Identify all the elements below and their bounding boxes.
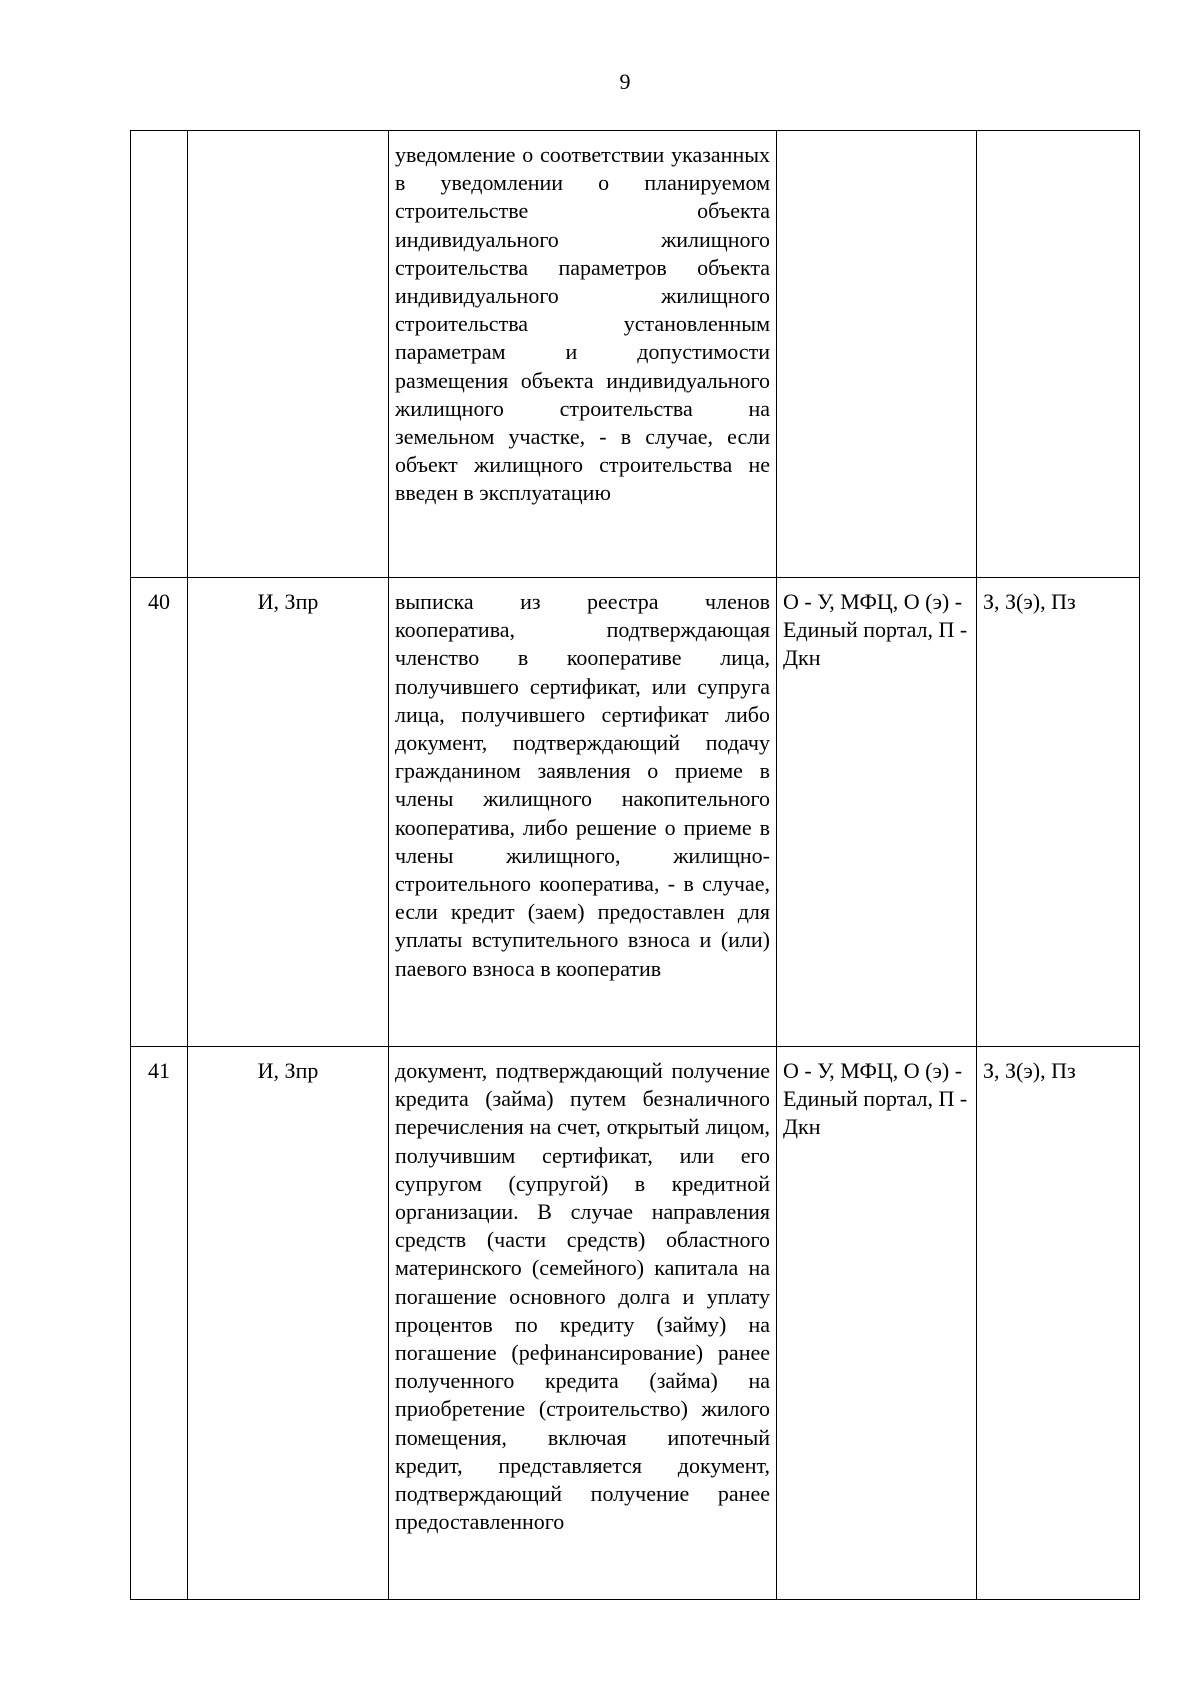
row-number: 40 (131, 578, 188, 1047)
row-number (131, 131, 188, 578)
row-document: документ, подтверждающий получение кредита (займа) путем безналичного перечисления на счет, открытый лицом, получившим сертификат, или его супругом (супругой) в кредитной организации. В случае направления средств (части средств) областного материнского (семейного) капитала на погашение основного долга и уплату процентов по кредиту (займу) на погашение (рефинансирование) ранее полученного кредита (займа) на приобретение (строительство) жилого помещения, включая ипотечный кредит, представляется документ, подтверждающий получение ранее предоставленного (389, 1047, 777, 1600)
page-number: 9 (619, 69, 631, 94)
row-code (188, 131, 389, 578)
row-number: 41 (131, 1047, 188, 1600)
row-code: И, Зпр (188, 578, 389, 1047)
documents-table (130, 130, 1140, 1600)
row-document: уведомление о соответствии указанных в уведомлении о планируемом строительстве объекта индивидуального жилищного строительства параметров объекта индивидуального жилищного строительства установленным параметрам и допустимости размещения объекта индивидуального жилищного строительства на земельном участке, - в случае, если объект жилищного строительства не введен в эксплуатацию (389, 131, 777, 578)
row-source (777, 131, 977, 578)
row-document: выписка из реестра членов кооператива, подтверждающая членство в кооперативе лица, получившего сертификат, или супруга лица, получившего сертификат либо документ, подтверждающий подачу гражданином заявления о приеме в члены жилищного накопительного кооператива, либо решение о приеме в члены жилищного, жилищно-строительного кооператива, - в случае, если кредит (заем) предоставлен для уплаты вступительного взноса и (или) паевого взноса в кооператив (389, 578, 777, 1047)
row-code: И, Зпр (188, 1047, 389, 1600)
table-row (131, 1047, 1140, 1600)
row-result: З, З(э), Пз (977, 1047, 1140, 1600)
table-row (131, 131, 1140, 578)
row-source: О - У, МФЦ, О (э) - Единый портал, П - Дкн (777, 1047, 977, 1600)
table-row (131, 578, 1140, 1047)
row-source: О - У, МФЦ, О (э) - Единый портал, П - Дкн (777, 578, 977, 1047)
row-result: З, З(э), Пз (977, 578, 1140, 1047)
row-result (977, 131, 1140, 578)
